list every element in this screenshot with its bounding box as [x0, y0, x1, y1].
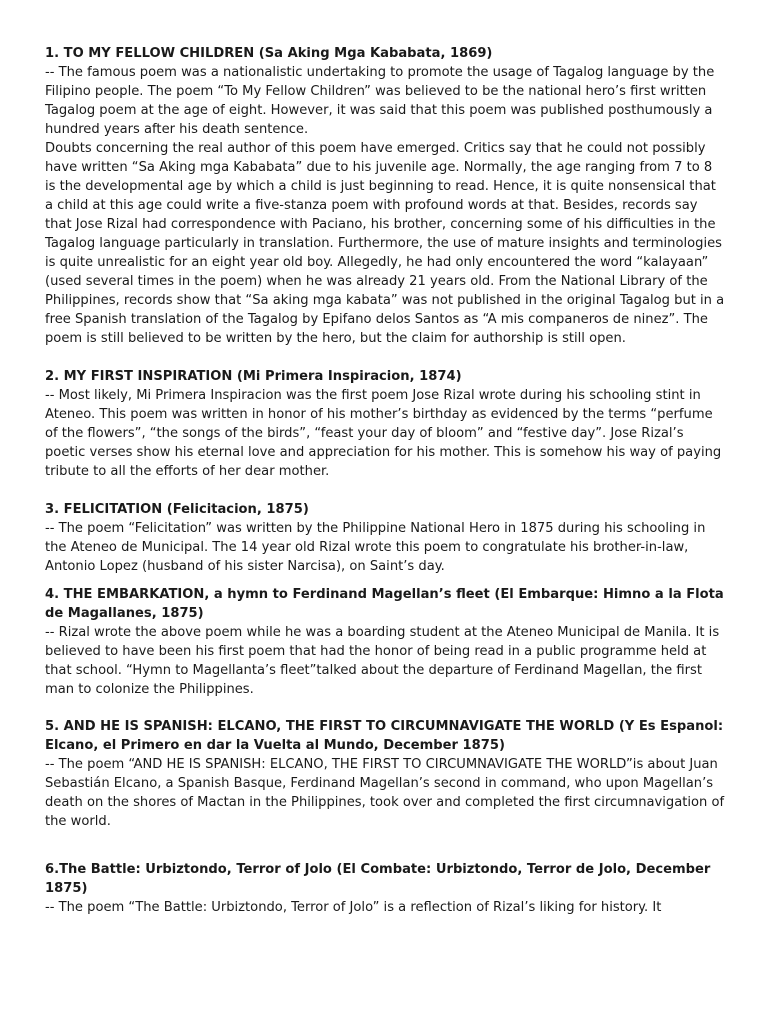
section-heading: 2. MY FIRST INSPIRATION (Mi Primera Inspiracion, 1874)	[45, 369, 462, 384]
section-heading: 5. AND HE IS SPANISH: ELCANO, THE FIRST TO CIRCUMNAVIGATE THE WORLD (Y Es Espanol: Elcano, el Primero en dar la Vuelta al Mundo, December 1875)	[45, 719, 724, 753]
section-paragraph: -- The poem “AND HE IS SPANISH: ELCANO, THE FIRST TO CIRCUMNAVIGATE THE WORLD”is about Juan Sebastián Elcano, a Spanish Basque, Ferdinand Magellan’s second in command, who upon Magellan’s death on the shores of Mactan in the Philippines, took over and completed the first circumnavigation of the world.	[45, 757, 725, 829]
section-heading: 6.The Battle: Urbiztondo, Terror of Jolo (El Combate: Urbiztondo, Terror de Jolo, December 1875)	[45, 862, 711, 896]
section-heading: 4. THE EMBARKATION, a hymn to Ferdinand Magellan’s fleet (El Embarque: Himno a la Flota de Magallanes, 1875)	[45, 587, 724, 621]
section-1	[45, 44, 725, 348]
section-paragraph: -- The poem “Felicitation” was written by the Philippine National Hero in 1875 during his schooling in the Ateneo de Municipal. The 14 year old Rizal wrote this poem to congratulate his brother-in-law, Antonio Lopez (husband of his sister Narcisa), on Saint’s day.	[45, 521, 706, 574]
section-paragraph: -- The famous poem was a nationalistic undertaking to promote the usage of Tagalog language by the Filipino people. The poem “To My Fellow Children” was believed to be the national hero’s first written Tagalog poem at the age of eight. However, it was said that this poem was published posthumously a hundred years after his death sentence.	[45, 65, 715, 137]
section-2	[45, 367, 725, 481]
section-paragraph: -- The poem “The Battle: Urbiztondo, Terror of Jolo” is a reflection of Rizal’s liking for history. It	[45, 900, 662, 915]
section-6	[45, 860, 725, 917]
section-heading: 1. TO MY FELLOW CHILDREN (Sa Aking Mga Kababata, 1869)	[45, 46, 493, 61]
section-heading: 3. FELICITATION (Felicitacion, 1875)	[45, 502, 309, 517]
section-paragraph: Doubts concerning the real author of this poem have emerged. Critics say that he could not possibly have written “Sa Aking mga Kababata” due to his juvenile age. Normally, the age ranging from 7 to 8 is the developmental age by which a child is just beginning to read. Hence, it is quite nonsensical that a child at this age could write a five-stanza poem with profound words at that. Besides, records say that Jose Rizal had correspondence with Paciano, his brother, concerning some of his difficulties in the Tagalog language particularly in translation. Furthermore, the use of mature insights and terminologies is quite unrealistic for an eight year old boy. Allegedly, he had only encountered the word “kalayaan” (used several times in the poem) when he was already 21 years old. From the National Library of the Philippines, records show that “Sa aking mga kabata” was not published in the original Tagalog but in a free Spanish translation of the Tagalog by Epifano delos Santos as “A mis companeros de ninez”. The poem is still believed to be written by the hero, but the claim for authorship is still open.	[45, 141, 725, 346]
document-page	[45, 44, 725, 917]
section-paragraph: -- Most likely, Mi Primera Inspiracion was the first poem Jose Rizal wrote during his schooling stint in Ateneo. This poem was written in honor of his mother’s birthday as evidenced by the terms “perfume of the flowers”, “the songs of the birds”, “feast your day of bloom” and “festive day”. Jose Rizal’s poetic verses show his eternal love and appreciation for his mother. This is somehow his way of paying tribute to all the efforts of her dear mother.	[45, 388, 722, 479]
section-5	[45, 717, 725, 831]
section-4	[45, 585, 725, 699]
section-paragraph: -- Rizal wrote the above poem while he was a boarding student at the Ateneo Municipal de Manila. It is believed to have been his first poem that had the honor of being read in a public programme held at that school. “Hymn to Magellanta’s fleet”talked about the departure of Ferdinand Magellan, the first man to colonize the Philippines.	[45, 625, 720, 697]
section-3	[45, 500, 725, 576]
